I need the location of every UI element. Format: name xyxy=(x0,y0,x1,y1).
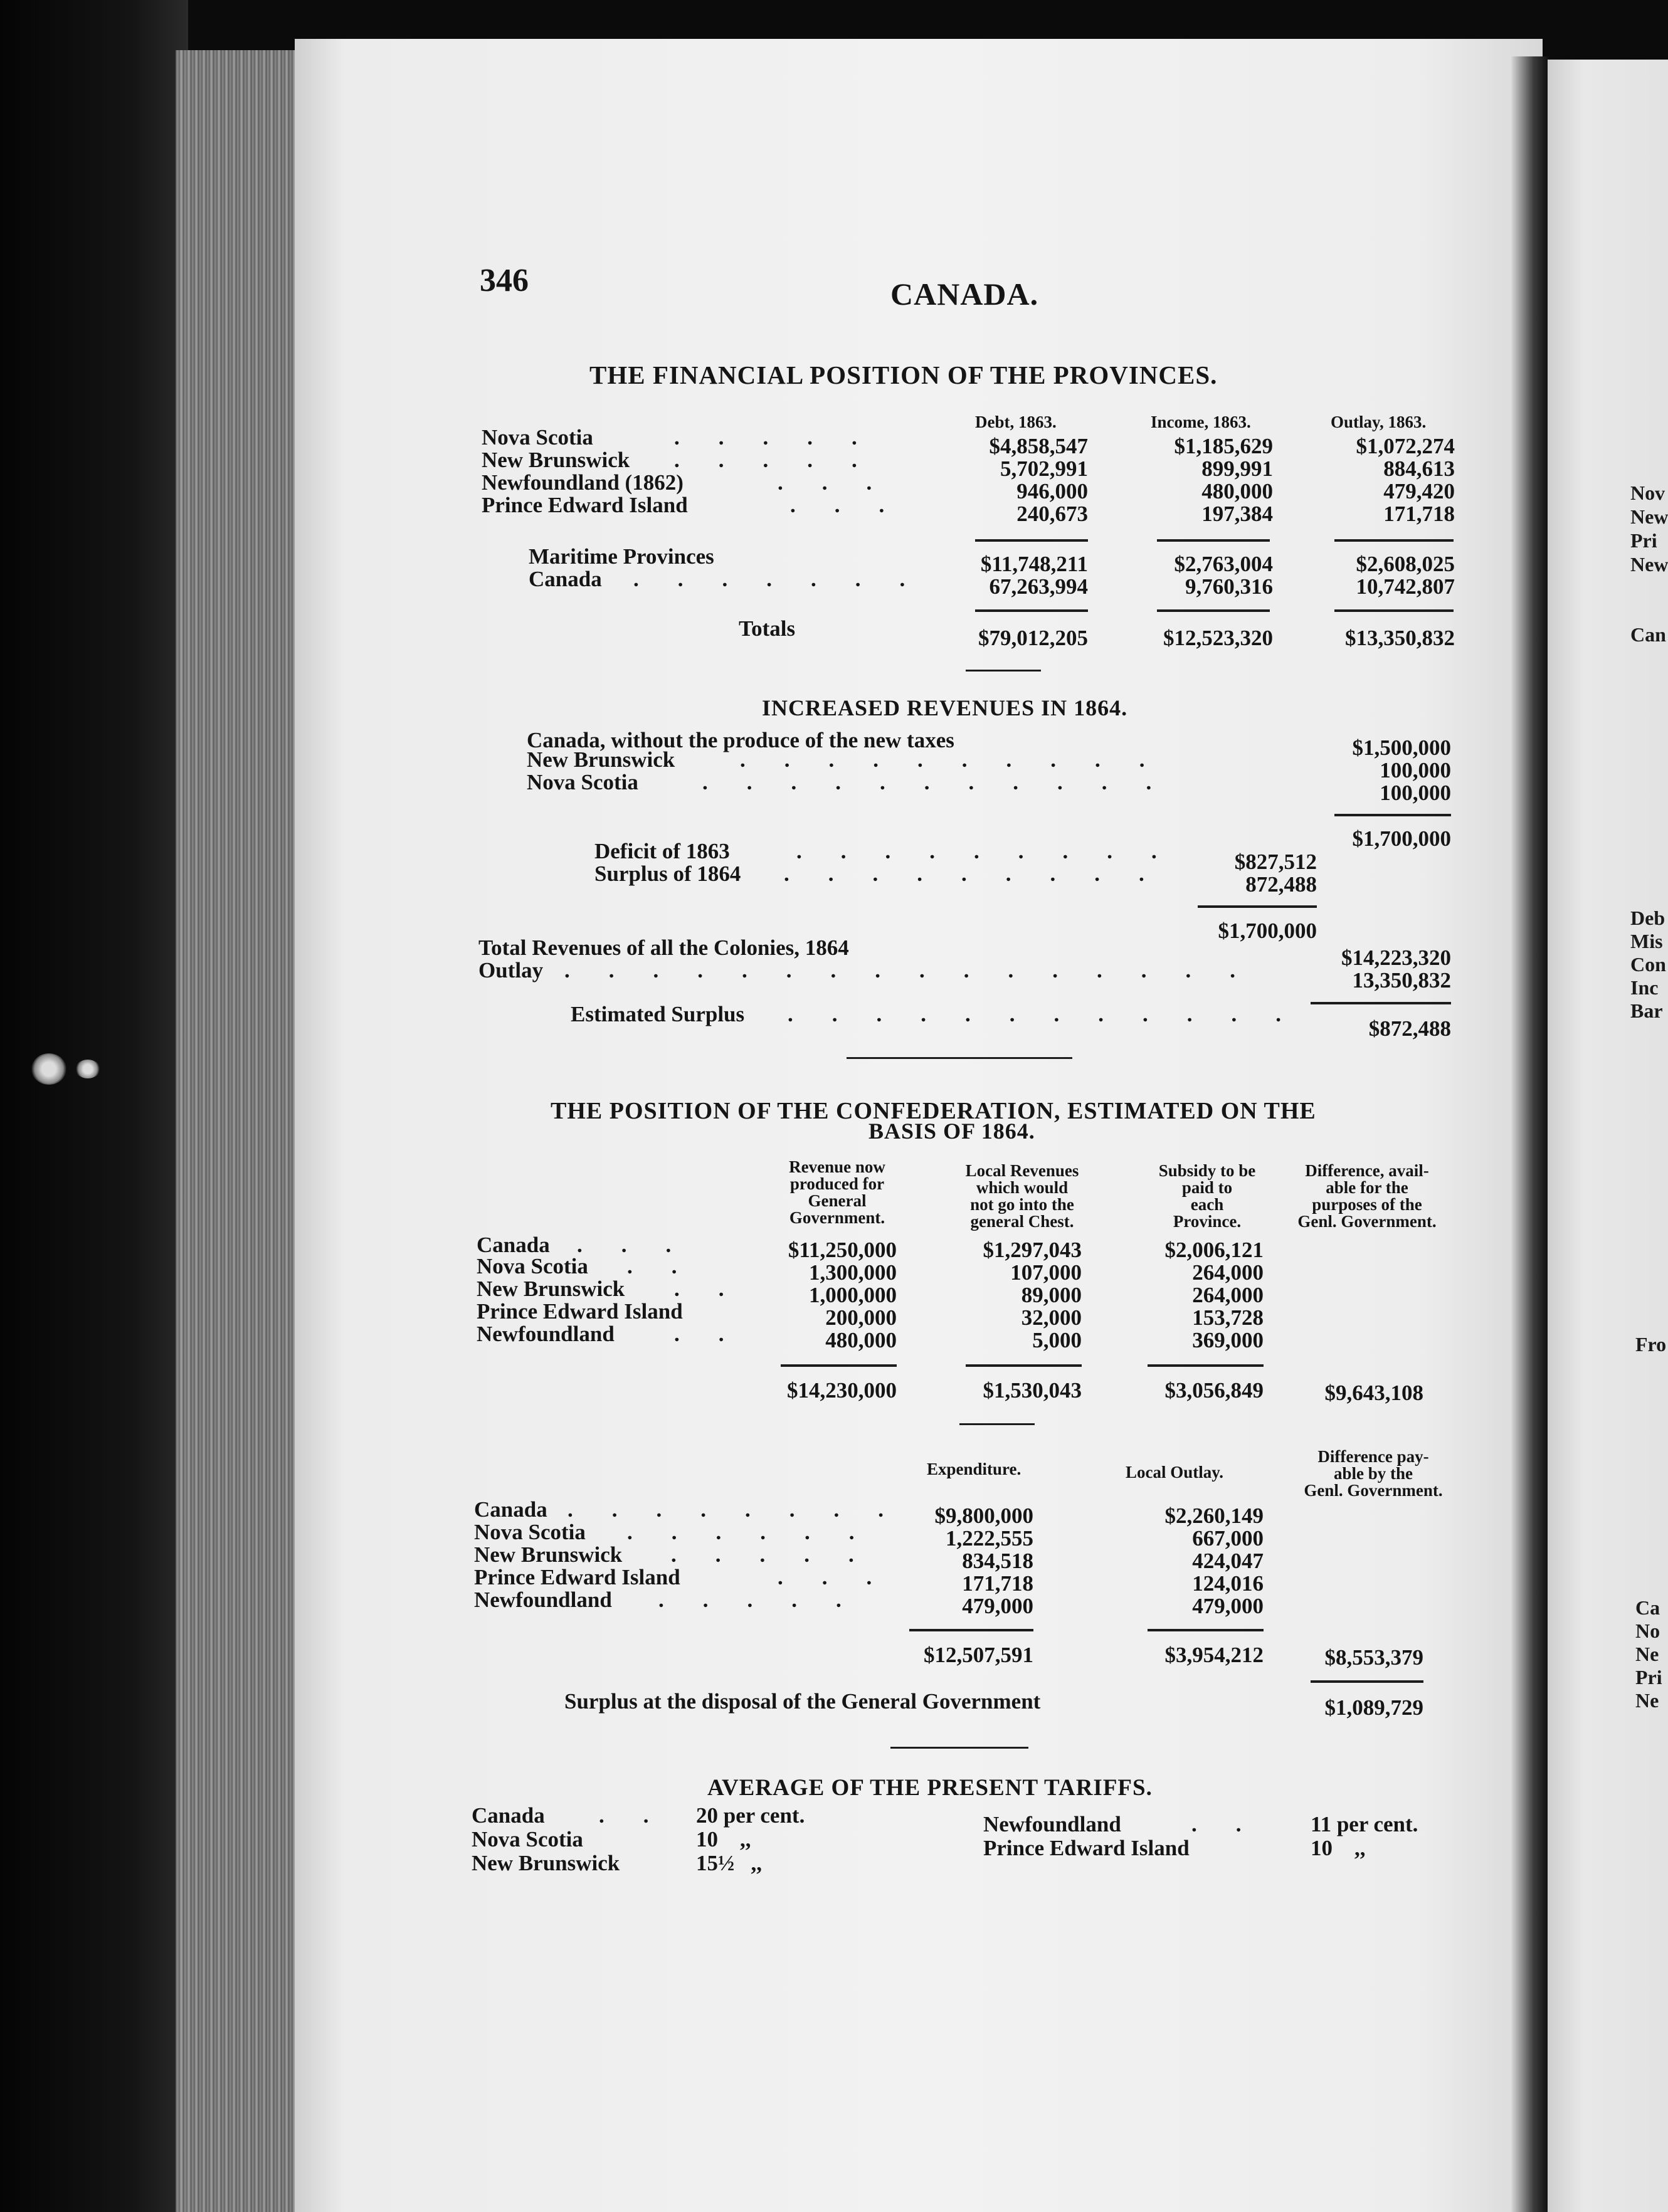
column-header: Difference, avail- able for the purposes of the Genl. Government. xyxy=(1297,1161,1437,1231)
table-cell: 834,518 xyxy=(962,1549,1033,1573)
leader-dots: .. xyxy=(674,1322,763,1346)
sum-rule xyxy=(909,1629,1033,1631)
increased-heading: INCREASED REVENUES IN 1864. xyxy=(762,695,1128,720)
leader-dots: ......... xyxy=(784,861,1183,886)
table-cell: $12,523,320 xyxy=(1163,626,1273,650)
row-label: Prince Edward Island xyxy=(482,493,688,517)
confederation-heading-2: BASIS OF 1864. xyxy=(868,1119,1035,1144)
facing-fragment: Pri xyxy=(1630,529,1657,552)
page-edges xyxy=(176,50,307,2212)
table-cell: 5,702,991 xyxy=(1000,456,1088,481)
row-label: Prince Edward Island xyxy=(983,1836,1190,1860)
sum-rule xyxy=(1311,1002,1451,1004)
table-cell: $14,230,000 xyxy=(787,1378,897,1403)
column-header: Expenditure. xyxy=(927,1460,1021,1478)
table-cell: 369,000 xyxy=(1192,1328,1264,1352)
row-label: New Brunswick xyxy=(482,448,630,472)
leader-dots: ....... xyxy=(633,567,944,591)
table-cell: 479,420 xyxy=(1383,479,1455,503)
table-cell: 899,991 xyxy=(1201,456,1273,481)
row-label: Newfoundland xyxy=(477,1322,615,1346)
sum-rule xyxy=(1148,1629,1264,1631)
sum-rule xyxy=(1334,609,1454,612)
leader-dots: ................ xyxy=(564,958,1274,982)
row-label: Outlay xyxy=(478,958,544,982)
facing-fragment: Fro xyxy=(1635,1333,1667,1356)
row-label: Canada, without the produce of the new taxes xyxy=(527,728,954,752)
row-label: Total Revenues of all the Colonies, 1864 xyxy=(478,935,849,960)
table-cell: $2,006,121 xyxy=(1164,1238,1264,1262)
table-cell: 11 per cent. xyxy=(1311,1812,1418,1836)
tariffs-heading: AVERAGE OF THE PRESENT TARIFFS. xyxy=(707,1775,1153,1801)
leader-dots: ........ xyxy=(567,1497,922,1522)
table-cell: 197,384 xyxy=(1201,502,1273,526)
leader-dots: ........... xyxy=(702,770,1191,794)
facing-fragment: Inc xyxy=(1630,976,1659,999)
table-cell: $3,056,849 xyxy=(1164,1378,1264,1403)
table-cell: $2,763,004 xyxy=(1174,552,1273,576)
sum-rule xyxy=(781,1364,897,1367)
table-cell: 89,000 xyxy=(1021,1283,1082,1307)
facing-fragment: Nov xyxy=(1630,482,1665,504)
table-cell: $11,250,000 xyxy=(788,1238,897,1262)
table-cell: 667,000 xyxy=(1192,1526,1264,1551)
table-cell: $3,954,212 xyxy=(1164,1643,1264,1667)
facing-fragment: Ne xyxy=(1635,1689,1659,1712)
facing-fragment: Ca xyxy=(1635,1596,1660,1619)
table-cell: 1,000,000 xyxy=(809,1283,897,1307)
row-label: Deficit of 1863 xyxy=(594,839,730,863)
table-cell: $8,553,379 xyxy=(1324,1645,1423,1670)
sum-rule xyxy=(975,609,1088,612)
table-cell: $1,089,729 xyxy=(1324,1695,1423,1720)
table-cell: 1,300,000 xyxy=(809,1260,897,1285)
sum-rule xyxy=(966,1364,1082,1367)
table-cell: 100,000 xyxy=(1380,758,1451,782)
facing-fragment: Con xyxy=(1630,953,1666,976)
row-label: New Brunswick xyxy=(477,1277,625,1301)
table-cell: 872,488 xyxy=(1245,872,1317,897)
table-cell: 20 per cent. xyxy=(696,1803,805,1828)
table-cell: 171,718 xyxy=(962,1571,1033,1596)
table-cell: 10 ,, xyxy=(1311,1836,1366,1860)
table-cell: 424,047 xyxy=(1192,1549,1264,1573)
table-cell: 15½ ,, xyxy=(696,1851,762,1875)
row-label: Canada xyxy=(477,1233,550,1257)
row-label: Canada xyxy=(474,1497,547,1522)
column-header: Difference pay- able by the Genl. Government. xyxy=(1304,1447,1443,1500)
facing-fragment: No xyxy=(1635,1620,1660,1642)
row-label: Newfoundland xyxy=(983,1812,1121,1836)
leader-dots: ...... xyxy=(627,1520,894,1544)
table-cell: 264,000 xyxy=(1192,1260,1264,1285)
table-cell: 480,000 xyxy=(825,1328,897,1352)
facing-fragment: New xyxy=(1630,553,1668,576)
running-title: CANADA. xyxy=(890,276,1039,312)
leader-dots: .. xyxy=(674,1277,763,1301)
column-header: Revenue now produced for General Government. xyxy=(789,1157,885,1227)
row-label: Nova Scotia xyxy=(474,1520,586,1544)
table-cell: $9,800,000 xyxy=(934,1504,1033,1528)
section-divider xyxy=(847,1057,1072,1059)
table-cell: 13,350,832 xyxy=(1352,968,1451,993)
sum-rule xyxy=(1157,609,1270,612)
table-cell: 264,000 xyxy=(1192,1283,1264,1307)
table-cell: 107,000 xyxy=(1010,1260,1082,1285)
scan-blemish xyxy=(31,1053,66,1085)
table-cell: $1,297,043 xyxy=(983,1238,1082,1262)
table-cell: $1,700,000 xyxy=(1352,826,1451,851)
leader-dots: .. xyxy=(627,1254,716,1278)
table-cell: 240,673 xyxy=(1016,502,1088,526)
table-cell: $1,185,629 xyxy=(1174,434,1273,458)
section-divider xyxy=(890,1747,1028,1749)
leader-dots: ............ xyxy=(788,1002,1320,1026)
row-label: Canada xyxy=(529,567,602,591)
facing-fragment: Pri xyxy=(1635,1666,1662,1688)
table-cell: 32,000 xyxy=(1021,1305,1082,1330)
row-label: Newfoundland (1862) xyxy=(482,470,684,495)
table-cell: 9,760,316 xyxy=(1185,574,1273,599)
table-cell: $1,072,274 xyxy=(1356,434,1455,458)
table-cell: $4,858,547 xyxy=(989,434,1088,458)
row-label: Nova Scotia xyxy=(477,1254,588,1278)
table-cell: 153,728 xyxy=(1192,1305,1264,1330)
table-cell: 100,000 xyxy=(1380,781,1451,805)
row-label: New Brunswick xyxy=(474,1542,623,1567)
table-cell: $1,500,000 xyxy=(1352,735,1451,760)
column-header: Debt, 1863. xyxy=(975,413,1057,431)
row-label: Maritime Provinces xyxy=(529,544,714,569)
row-label: Prince Edward Island xyxy=(474,1565,680,1589)
sum-rule xyxy=(1198,905,1317,908)
facing-fragment: Bar xyxy=(1630,999,1663,1022)
row-label: Nova Scotia xyxy=(527,770,638,794)
leader-dots: ..... xyxy=(658,1588,880,1612)
row-label: Surplus at the disposal of the General Government xyxy=(564,1689,1041,1714)
row-label: Nova Scotia xyxy=(482,425,593,450)
leader-dots: ......... xyxy=(796,839,1196,863)
table-cell: $2,260,149 xyxy=(1164,1504,1264,1528)
leader-dots: .......... xyxy=(740,747,1184,772)
row-label: Estimated Surplus xyxy=(571,1002,745,1026)
leader-dots: .. xyxy=(599,1803,688,1828)
scan-blemish xyxy=(75,1060,100,1078)
confederation-heading: THE POSITION OF THE CONFEDERATION, ESTIMATED ON THE xyxy=(551,1098,1316,1124)
column-header: Outlay, 1863. xyxy=(1331,413,1427,431)
table-cell: 479,000 xyxy=(1192,1594,1264,1618)
table-cell: 171,718 xyxy=(1383,502,1455,526)
section-divider xyxy=(966,670,1041,672)
financial-heading: THE FINANCIAL POSITION OF THE PROVINCES. xyxy=(589,361,1218,389)
table-cell: $827,512 xyxy=(1234,850,1317,874)
table-cell: $12,507,591 xyxy=(924,1643,1033,1667)
sum-rule xyxy=(1334,539,1454,542)
row-label: Nova Scotia xyxy=(472,1827,583,1851)
facing-page xyxy=(1548,60,1668,2212)
row-label: Surplus of 1864 xyxy=(594,861,741,886)
leader-dots: ..... xyxy=(674,448,896,472)
page-number: 346 xyxy=(480,263,529,298)
table-cell: $1,530,043 xyxy=(983,1378,1082,1403)
table-cell: $79,012,205 xyxy=(978,626,1088,650)
facing-fragment: Can xyxy=(1630,623,1666,646)
row-label: Totals xyxy=(739,616,796,641)
row-label: Newfoundland xyxy=(474,1588,612,1612)
table-cell: $872,488 xyxy=(1368,1016,1451,1041)
table-cell: 10 ,, xyxy=(696,1827,751,1851)
facing-fragment: Mis xyxy=(1630,930,1663,952)
table-cell: 479,000 xyxy=(962,1594,1033,1618)
leader-dots: ..... xyxy=(674,425,896,450)
table-cell: 67,263,994 xyxy=(989,574,1088,599)
table-cell: 10,742,807 xyxy=(1356,574,1455,599)
row-label: Prince Edward Island xyxy=(477,1299,683,1324)
table-cell: 5,000 xyxy=(1032,1328,1082,1352)
book-gutter xyxy=(1511,56,1549,2212)
row-label: New Brunswick xyxy=(472,1851,620,1875)
leader-dots: .. xyxy=(1191,1812,1280,1836)
facing-fragment: New xyxy=(1630,505,1668,528)
table-cell: 1,222,555 xyxy=(946,1526,1033,1551)
table-cell: $1,700,000 xyxy=(1218,919,1317,943)
column-header: Local Revenues which would not go into the general Chest. xyxy=(965,1161,1079,1231)
table-cell: $9,643,108 xyxy=(1324,1381,1423,1405)
sum-rule xyxy=(1311,1680,1423,1683)
facing-fragment: Ne xyxy=(1635,1643,1659,1665)
column-header: Income, 1863. xyxy=(1151,413,1251,431)
section-divider xyxy=(959,1423,1035,1425)
sum-rule xyxy=(1148,1364,1264,1367)
table-cell: $14,223,320 xyxy=(1341,945,1451,970)
leader-dots: ... xyxy=(790,493,924,517)
leader-dots: ... xyxy=(577,1233,710,1257)
column-header: Local Outlay. xyxy=(1126,1463,1224,1482)
table-cell: 480,000 xyxy=(1201,479,1273,503)
row-label: New Brunswick xyxy=(527,747,675,772)
table-cell: $13,350,832 xyxy=(1345,626,1455,650)
leader-dots: ... xyxy=(778,1565,911,1589)
row-label: Canada xyxy=(472,1803,545,1828)
table-cell: $2,608,025 xyxy=(1356,552,1455,576)
sum-rule xyxy=(1157,539,1270,542)
sum-rule xyxy=(1334,814,1451,816)
table-cell: 124,016 xyxy=(1192,1571,1264,1596)
table-cell: 884,613 xyxy=(1383,456,1455,481)
facing-fragment: Deb xyxy=(1630,907,1665,929)
table-cell: 946,000 xyxy=(1016,479,1088,503)
column-header: Subsidy to be paid to each Province. xyxy=(1158,1161,1256,1231)
sum-rule xyxy=(975,539,1088,542)
table-cell: $11,748,211 xyxy=(980,552,1088,576)
leader-dots: ... xyxy=(778,470,911,495)
table-cell: 200,000 xyxy=(825,1305,897,1330)
leader-dots: ..... xyxy=(671,1542,893,1567)
book-spine xyxy=(0,0,188,2212)
